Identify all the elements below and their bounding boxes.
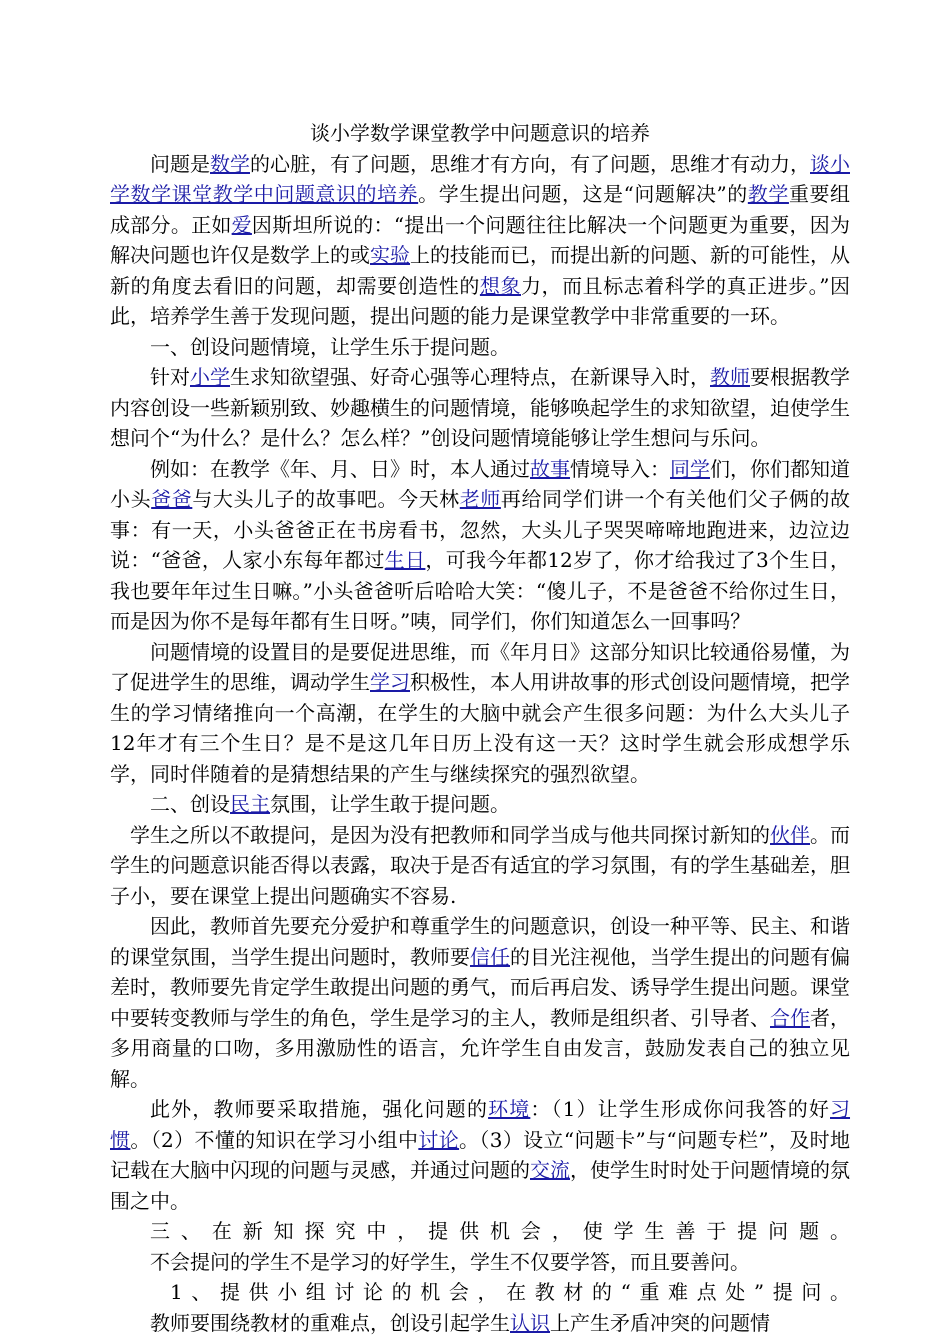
inline-link[interactable]: 习惯 xyxy=(110,1097,851,1152)
paragraph-text: 。（2）不懂的知识在学习小组中 xyxy=(130,1127,419,1152)
paragraph-text: 上的技能而已，而提出新的问题、新的可能性，从新的角度去看旧的问题，却需要创造性的 xyxy=(110,243,850,298)
paragraph xyxy=(110,1308,850,1339)
inline-link[interactable]: 合作 xyxy=(770,1005,810,1030)
inline-link[interactable]: 教师 xyxy=(710,365,750,389)
paragraph-text: 例如：在教学《年、月、日》时，本人通过 xyxy=(150,456,530,481)
paragraph-text: 问题是 xyxy=(150,151,210,176)
paragraph xyxy=(110,1247,850,1278)
inline-link[interactable]: 认识 xyxy=(510,1310,550,1335)
inline-link[interactable]: 小学 xyxy=(190,365,230,389)
paragraph-text: 氛围，让学生敢于提问题。 xyxy=(270,792,510,816)
paragraph-text: 不会提问的学生不是学习的好学生，学生不仅要学答，而且要善问。 xyxy=(150,1249,750,1274)
paragraph-text: 力，而且标志着科学的真正进步。”因此，培养学生善于发现问题，提出问题的能力是课堂教学中非常重要的一环。 xyxy=(110,273,851,328)
paragraph-text: ：（1）让学生形成你问我答的好 xyxy=(530,1097,831,1121)
paragraph xyxy=(110,362,850,454)
paragraph xyxy=(110,454,850,637)
paragraph-text: 针对 xyxy=(150,365,190,389)
paragraph-text: 要根据教学内容创设一些新颖别致、妙趣横生的问题情境，能够唤起学生的求知欲望，迫使学生想问个“为什么？是什么？怎么样？”创设问题情境能够让学生想问与乐问。 xyxy=(110,365,850,450)
paragraph-text: 情境导入： xyxy=(570,456,670,481)
document-body xyxy=(110,149,850,1339)
inline-link[interactable]: 民主 xyxy=(230,792,270,816)
inline-link[interactable]: 生日 xyxy=(384,548,426,572)
paragraph-text: 因此，教师首先要充分爱护和尊重学生的问题意识，创设一种平等、民主、和谐的课堂氛围，当学生提出问题时，教师要 xyxy=(110,914,850,969)
paragraph-text: 的心脏，有了问题，思维才有方向，有了问题，思维才有动力， xyxy=(250,151,810,176)
inline-link[interactable]: 爸爸 xyxy=(151,487,193,511)
paragraph-text: 。学生提出问题，这是“问题解决”的 xyxy=(418,182,748,206)
inline-link[interactable]: 伙伴 xyxy=(770,822,810,847)
paragraph xyxy=(110,637,850,790)
paragraph-text: 一、创设问题情境，让学生乐于提问题。 xyxy=(150,334,510,359)
paragraph-text: 。而学生的问题意识能否得以表露，取决于是否有适宜的学习氛围，有的学生基础差，胆子小，要在课堂上提出问题确实不容易. xyxy=(110,822,850,908)
inline-link[interactable]: 数学 xyxy=(210,151,250,176)
paragraph-text: 们，你们都知道小头 xyxy=(110,456,850,511)
inline-link[interactable]: 同学 xyxy=(670,456,710,481)
paragraph-text: 此外，教师要采取措施，强化问题的 xyxy=(150,1097,489,1121)
inline-link[interactable]: 爱 xyxy=(231,212,252,237)
paragraph-text: 重要组成部分。正如 xyxy=(110,182,851,237)
paragraph xyxy=(110,1094,850,1216)
inline-link[interactable]: 教学 xyxy=(747,182,789,206)
inline-link[interactable]: 讨论 xyxy=(418,1127,460,1152)
paragraph-text: 因斯坦所说的：“提出一个问题往往比解决一个问题更为重要，因为解决问题也许仅是数学上的或 xyxy=(110,212,851,267)
paragraph-text: 的目光注视他，当学生提出的问题有偏差时，教师要先肯定学生敢提出问题的勇气，而后再启发、诱导学生提出问题。课堂中要转变教师与学生的角色，学生是学习的主人，教师是组织者、引导者、 xyxy=(110,944,850,1030)
paragraph-text: 三、在新知探究中，提供机会，使学生善于提问题。 xyxy=(150,1219,850,1243)
inline-link[interactable]: 老师 xyxy=(459,487,501,511)
inline-link[interactable]: 想象 xyxy=(479,273,521,298)
paragraph xyxy=(110,911,850,1094)
document-title: 谈小学数学课堂教学中问题意识的培养 xyxy=(310,121,650,145)
inline-link[interactable]: 环境 xyxy=(488,1097,531,1121)
paragraph xyxy=(110,149,850,332)
inline-link[interactable]: 故事 xyxy=(530,456,570,481)
paragraph xyxy=(110,789,850,820)
paragraph-text: 学生之所以不敢提问，是因为没有把教师和同学当成与他共同探讨新知的 xyxy=(130,822,770,847)
paragraph-text: 再给同学们讲一个有关他们父子俩的故事：有一天，小头爸爸正在书房看书，忽然，大头儿子哭哭啼啼地跑进来，边泣边说：“爸爸，人家小东每年都过 xyxy=(110,487,851,572)
paragraph xyxy=(110,1216,850,1247)
inline-link[interactable]: 交流 xyxy=(530,1158,570,1182)
paragraph-text: 二、创设 xyxy=(150,792,230,816)
paragraph-text: 。（3）设立“问题卡”与“问题专栏”，及时地记载在大脑中闪现的问题与灵感，并通过问题的 xyxy=(110,1127,851,1182)
paragraph-text: ，可我今年都12岁了，你才给我过了3个生日，我也要年年过生日嘛。”小头爸爸听后哈哈大笑：“傻儿子，不是爸爸不给你过生日，而是因为你不是每年都有生日呀。”咦，同学们，你们知道怎么一回事吗？ xyxy=(110,548,850,633)
paragraph-text: 上产生矛盾冲突的问题情 xyxy=(550,1310,770,1335)
paragraph-text: 与大头儿子的故事吧。今天林 xyxy=(192,487,460,511)
paragraph xyxy=(110,332,850,363)
paragraph-text: 教师要围绕教材的重难点，创设引起学生 xyxy=(150,1310,510,1335)
paragraph-text: 者，多用商量的口吻，多用激励性的语言，允许学生自由发言，鼓励发表自己的独立见解。 xyxy=(110,1005,850,1091)
inline-link[interactable]: 实验 xyxy=(370,243,410,267)
inline-link[interactable]: 谈小学数学课堂教学中问题意识的培养 xyxy=(110,151,850,206)
inline-link[interactable]: 信任 xyxy=(470,944,510,969)
paragraph xyxy=(110,1277,850,1308)
paragraph-text: 生求知欲望强、好奇心强等心理特点，在新课导入时， xyxy=(230,365,710,389)
paragraph-text: 问题情境的设置目的是要促进思维，而《年月日》这部分知识比较通俗易懂，为了促进学生的思维，调动学生 xyxy=(110,639,850,694)
paragraph-text: ，使学生时时处于问题情境的氛围之中。 xyxy=(110,1158,850,1213)
paragraph-text: 1、提供小组讨论的机会，在教材的“重难点处”提问。 xyxy=(170,1280,850,1304)
paragraph xyxy=(110,820,850,912)
document-page xyxy=(110,118,850,1338)
inline-link[interactable]: 学习 xyxy=(370,670,410,694)
paragraph-text: 积极性，本人用讲故事的形式创设问题情境，把学生的学习情绪推向一个高潮，在学生的大脑中就会产生很多问题：为什么大头儿子12年才有三个生日？是不是这几年日历上没有这一天？这时学生就会形成想学乐学，同时伴随着的是猜想结果的产生与继续探究的强烈欲望。 xyxy=(110,670,850,786)
